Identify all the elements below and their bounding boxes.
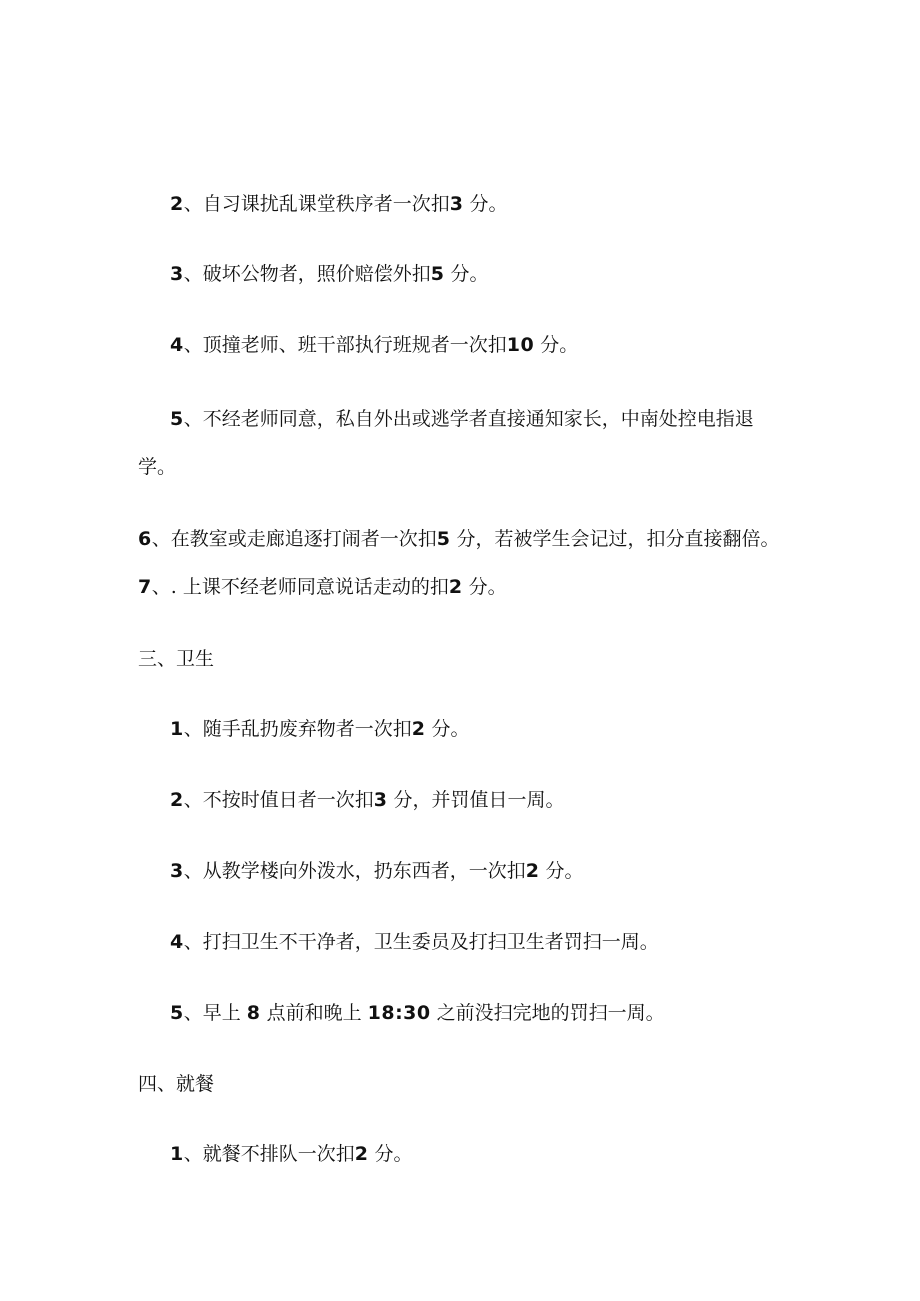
- time: 18:30: [367, 1002, 431, 1024]
- points: 3: [373, 789, 388, 811]
- points: 5: [436, 528, 451, 550]
- points: 5: [430, 263, 445, 285]
- section-heading-dining: 四、就餐: [138, 1073, 215, 1095]
- points: 2: [411, 718, 426, 740]
- item-text-end: 之前没扫完地的罚扫一周。: [436, 1002, 665, 1024]
- item-text: 、不按时值日者一次扣: [183, 789, 374, 811]
- item-text: 、自习课扰乱课堂秩序者一次扣: [183, 193, 450, 215]
- hygiene-item-5: [170, 1001, 820, 1025]
- item-text: 、破坏公物者，照价赔偿外扣: [183, 263, 431, 285]
- item-text-end: 分。: [374, 1143, 413, 1165]
- item-text: 、从教学楼向外泼水，扔东西者，一次扣: [183, 860, 526, 882]
- item-number: 5: [170, 408, 184, 430]
- rule-item-6-7: [138, 515, 788, 611]
- item-text: 、早上: [183, 1002, 241, 1024]
- item-number: 2: [170, 193, 184, 215]
- points: 10: [506, 334, 535, 356]
- item-text: 、顶撞老师、班干部执行班规者一次扣: [183, 334, 507, 356]
- rule-item-2: [170, 192, 820, 216]
- item-text-end: 分。: [450, 263, 489, 285]
- item-number-7: 7: [138, 576, 152, 598]
- rule-item-5: [138, 395, 788, 491]
- item-text-7: 、. 上课不经老师同意说话走动的扣: [151, 576, 449, 598]
- points-7: 2: [448, 576, 463, 598]
- item-number: 4: [170, 334, 184, 356]
- item-number: 3: [170, 860, 184, 882]
- item-text-end: 分。: [545, 860, 584, 882]
- points: 2: [525, 860, 540, 882]
- hygiene-item-1: [170, 717, 820, 741]
- item-text: 、就餐不排队一次扣: [183, 1143, 355, 1165]
- item-text-end: 分。: [469, 193, 508, 215]
- item-text-end-7: 分。: [468, 576, 507, 598]
- item-text-end: 分。: [431, 718, 470, 740]
- item-number: 4: [170, 931, 184, 953]
- rule-item-3: [170, 262, 820, 286]
- hygiene-item-3: [170, 859, 820, 883]
- rule-item-4: [170, 333, 820, 357]
- item-number: 1: [170, 718, 184, 740]
- item-text-end: 分。: [540, 334, 579, 356]
- hygiene-item-4: [170, 930, 820, 954]
- item-number: 6: [138, 528, 152, 550]
- item-number: 1: [170, 1143, 184, 1165]
- points: 3: [449, 193, 464, 215]
- item-text-mid: 点前和晚上: [266, 1002, 362, 1024]
- item-text-end: 分，若被学生会记过，扣分直接翻倍。: [456, 528, 780, 550]
- item-number: 2: [170, 789, 184, 811]
- item-text: 、随手乱扔废弃物者一次扣: [183, 718, 412, 740]
- item-text: 、在教室或走廊追逐打闹者一次扣: [151, 528, 437, 550]
- item-text-end: 分，并罚值日一周。: [393, 789, 565, 811]
- item-text: 、不经老师同意，私自外出或逃学者直接通知家长，中南处控电指退学。: [138, 408, 754, 478]
- section-heading-hygiene: 三、卫生: [138, 648, 215, 670]
- item-number: 5: [170, 1002, 184, 1024]
- item-text: 、打扫卫生不干净者，卫生委员及打扫卫生者罚扫一周。: [183, 931, 659, 953]
- hygiene-item-2: [170, 788, 820, 812]
- points: 2: [354, 1143, 369, 1165]
- dining-item-1: [170, 1142, 820, 1166]
- hour: 8: [246, 1002, 261, 1024]
- item-number: 3: [170, 263, 184, 285]
